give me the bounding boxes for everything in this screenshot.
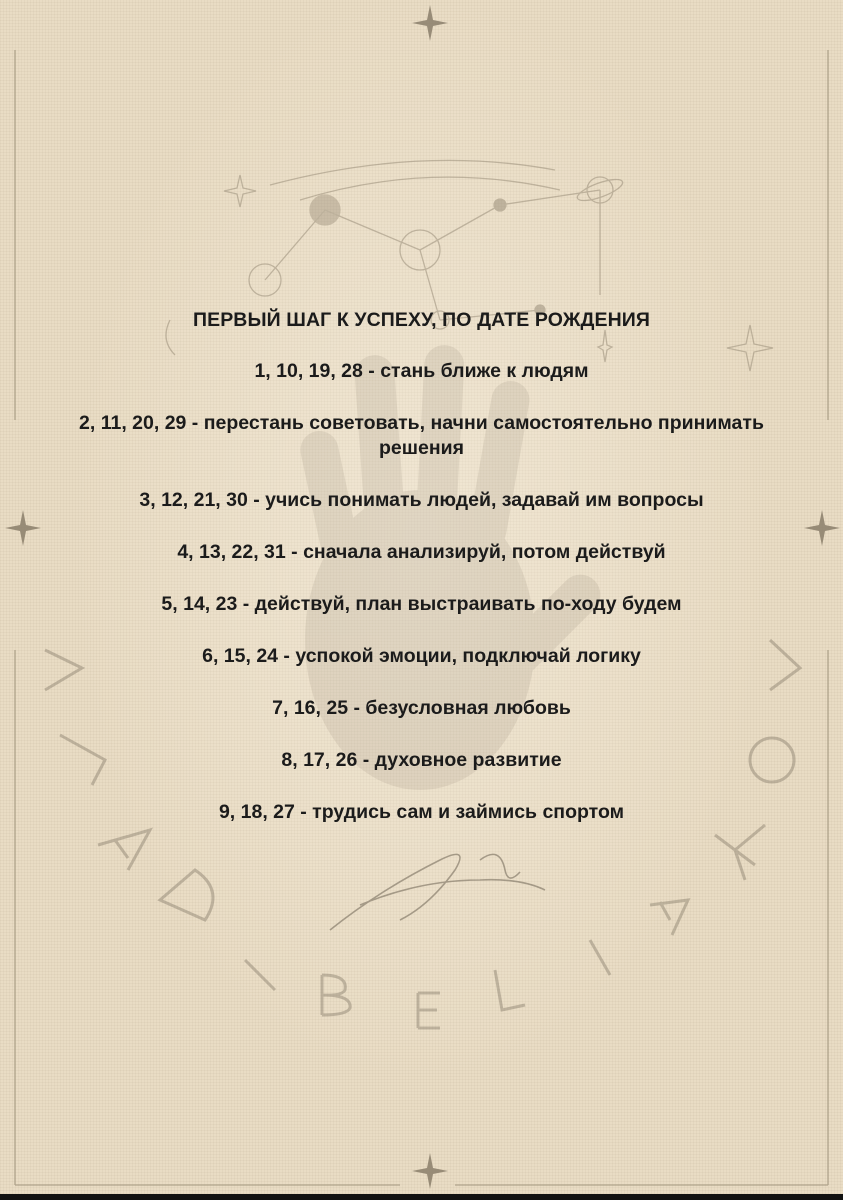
page-title: ПЕРВЫЙ ШАГ К УСПЕХУ, ПО ДАТЕ РОЖДЕНИЯ [192, 309, 651, 331]
list-item: 5, 14, 23 - действуй, план выстраивать по-ходу будем [161, 593, 682, 615]
list-item: 4, 13, 22, 31 - сначала анализируй, потом действуй [177, 541, 666, 563]
list-item: 3, 12, 21, 30 - учись понимать людей, задавай им вопросы [139, 489, 704, 511]
signature-illustration [330, 854, 545, 930]
list-item: 2, 11, 20, 29 - перестань советовать, начни самостоятельно принимать решения [79, 412, 764, 459]
list-item: 9, 18, 27 - трудись сам и займись спортом [218, 801, 625, 823]
list-item: 7, 16, 25 - безусловная любовь [272, 697, 571, 719]
list-item: 6, 15, 24 - успокой эмоции, подключай логику [202, 645, 641, 667]
list-item: 8, 17, 26 - духовное развитие [281, 749, 562, 771]
document-content [60, 308, 783, 852]
list-item: 1, 10, 19, 28 - стань ближе к людям [254, 360, 589, 382]
bottom-edge-bar [0, 1194, 843, 1200]
